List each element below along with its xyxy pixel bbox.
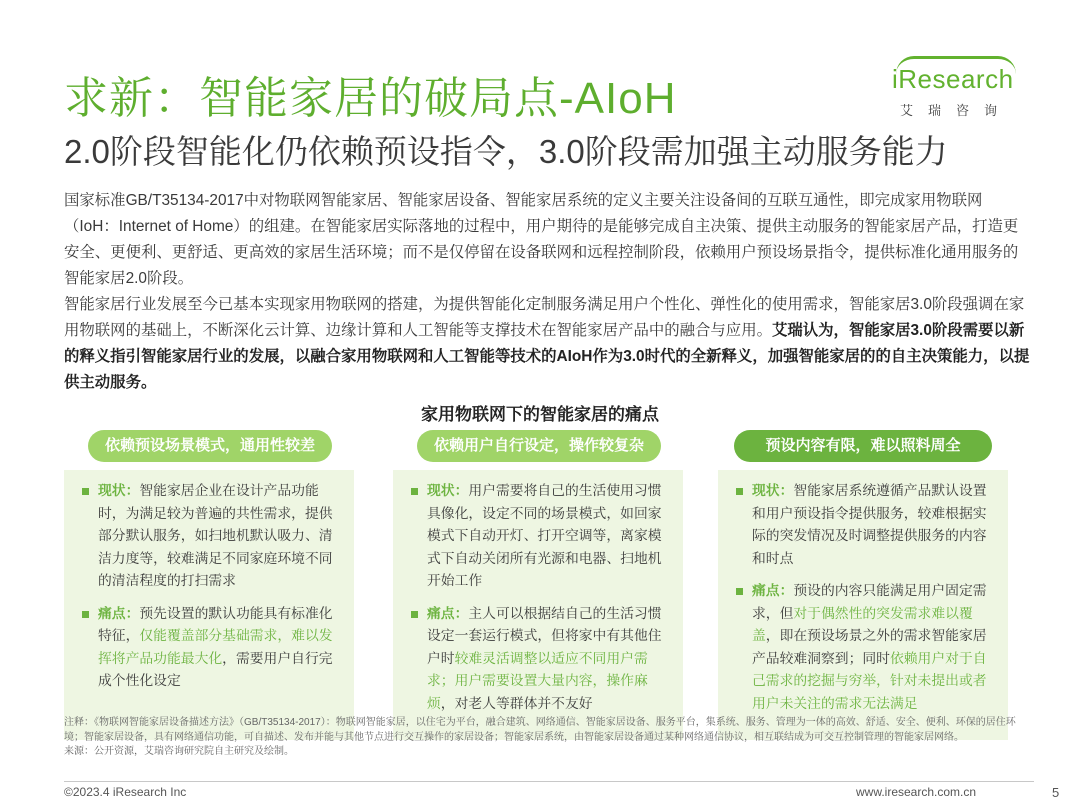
page-number: 5 bbox=[1052, 785, 1060, 800]
bullet-square-icon bbox=[82, 611, 89, 618]
status-text: 智能家居系统遵循产品默认设置和用户预设指令提供服务，较难根据实际的突发情况及时调整提供服务的内容和时点 bbox=[752, 483, 987, 566]
page-subtitle: 2.0阶段智能化仍依赖预设指令，3.0阶段需加强主动服务能力 bbox=[64, 133, 948, 170]
pain-text-post: ，需要用户自行完成个性化设定 bbox=[98, 650, 333, 688]
logo-text: iResearch bbox=[892, 64, 1014, 94]
pain-text-post: ，对老人等群体并不友好 bbox=[440, 695, 593, 711]
pain-text-pre: 预先设置的默认功能具有标准化特征， bbox=[98, 605, 333, 643]
footnote-note: 注释：《物联网智能家居设备描述方法》（GB/T35134-2017）：物联网智能家居，以住宅为平台，融合建筑、网络通信、智能家居设备、服务平台，集系统、服务、管理为一体的高效、舒适、安全、便利、环保的居住环境；智能家居设备，具有网络通信功能，可自描述、发布并能与其他节点进行交互操作的家居设备；智能家居系统，由智能家居设备通过某种网络通信协议，相互联结成为可交互控制管理的智能家居网络。 bbox=[64, 717, 1016, 743]
card-1-status bbox=[80, 480, 340, 593]
card-2-pill: 依赖用户自行设定，操作较复杂 bbox=[417, 430, 661, 462]
bullet-square-icon bbox=[736, 588, 743, 595]
pain-label: 痛点： bbox=[427, 605, 469, 621]
body-paragraph-2-normal: 智能家居行业发展至今已基本实现家用物联网的搭建，为提供智能化定制服务满足用户个性化、弹性化的使用需求，智能家居3.0阶段强调在家用物联网的基础上，不断深化云计算、边缘计算和人工智能等支撑技术在智能家居产品中的融合与应用。 bbox=[64, 296, 1025, 339]
pain-text-highlight: 仅能覆盖部分基础需求，难以发挥将产品功能最大化 bbox=[98, 628, 333, 666]
card-3-body bbox=[718, 470, 1008, 740]
footer-copyright: ©2023.4 iResearch Inc bbox=[64, 785, 187, 799]
pain-label: 痛点： bbox=[98, 605, 140, 621]
section-title: 家用物联网下的智能家居的痛点 bbox=[421, 405, 659, 424]
logo-cn-text: 艾瑞咨询 bbox=[900, 103, 1013, 118]
card-2-pain bbox=[409, 603, 669, 716]
pain-text-highlight: 较难灵活调整以适应不同用户需求；用户需要设置大量内容，操作麻烦 bbox=[427, 650, 648, 711]
body-paragraph-1: 国家标准GB/T35134-2017中对物联网智能家居、智能家居设备、智能家居系统的定义主要关注设备间的互联互通性，即完成家用物联网（IoH：Internet of Home）的组建。在智能家居实际落地的过程中，用户期待的是能够完成自主决策、提供主动服务的智能家居产品，打造更安全、更便利、更舒适、更高效的家居生活环境；而不是仅停留在设备联网和远程控制阶段，依赖用户预设场景指令，提供标准化通用服务的智能家居2.0阶段。 bbox=[64, 192, 1019, 287]
card-1-pill: 依赖预设场景模式，通用性较差 bbox=[88, 430, 332, 462]
card-2-status bbox=[409, 480, 669, 593]
status-label: 现状： bbox=[752, 483, 794, 498]
footer-divider bbox=[64, 781, 1034, 782]
card-3-pain bbox=[734, 580, 994, 715]
pain-label: 痛点： bbox=[752, 583, 794, 598]
footnote-source: 来源：公开资源，艾瑞咨询研究院自主研究及绘制。 bbox=[64, 746, 294, 757]
pain-text-mid: ，即在预设场景之外的需求智能家居产品较难洞察到；同时 bbox=[752, 628, 987, 666]
page-title: 求新：智能家居的破局点-AIoH bbox=[64, 74, 677, 123]
card-3-pill: 预设内容有限，难以照料周全 bbox=[734, 430, 992, 462]
body-text bbox=[64, 188, 1032, 396]
bullet-square-icon bbox=[411, 488, 418, 495]
status-label: 现状： bbox=[98, 483, 140, 498]
status-text: 智能家居企业在设计产品功能时，为满足较为普遍的共性需求，提供部分默认服务，如扫地机默认吸力、清洁力度等，较难满足不同家庭环境不同的清洁程度的打扫需求 bbox=[98, 483, 333, 588]
bullet-square-icon bbox=[82, 488, 89, 495]
status-label: 现状： bbox=[427, 483, 469, 498]
body-paragraph-2 bbox=[64, 292, 1032, 396]
pain-text-highlight: 对于偶然性的突发需求难以覆盖 bbox=[752, 605, 973, 643]
card-3-status bbox=[734, 480, 994, 570]
pain-text-pre: 预设的内容只能满足用户固定需求，但 bbox=[752, 583, 987, 621]
pain-text-highlight-2: 依赖用户对于自己需求的挖掘与穷举，针对未提出或者用户未关注的需求无法满足 bbox=[752, 650, 987, 711]
card-2-body bbox=[393, 470, 683, 740]
footnote bbox=[64, 716, 1034, 760]
footer-url[interactable]: www.iresearch.com.cn bbox=[856, 785, 977, 799]
card-1-body bbox=[64, 470, 354, 740]
bullet-square-icon bbox=[736, 488, 743, 495]
iresearch-logo bbox=[890, 58, 1030, 124]
pain-text-pre: 主人可以根据结自己的生活习惯设定一套运行模式，但将家中有其他住户时 bbox=[427, 605, 662, 666]
bullet-square-icon bbox=[411, 611, 418, 618]
card-1-pain bbox=[80, 603, 340, 693]
status-text: 用户需要将自己的生活使用习惯具像化，设定不同的场景模式，如回家模式下自动开灯、打开空调等，离家模式下自动关闭所有光源和电器、扫地机开始工作 bbox=[427, 483, 662, 588]
body-paragraph-2-bold: 艾瑞认为，智能家居3.0阶段需要以新的释义指引智能家居行业的发展，以融合家用物联网和人工智能等技术的AIoH作为3.0时代的全新释义，加强智能家居的的自主决策能力，以提供主动服务。 bbox=[64, 322, 1030, 391]
